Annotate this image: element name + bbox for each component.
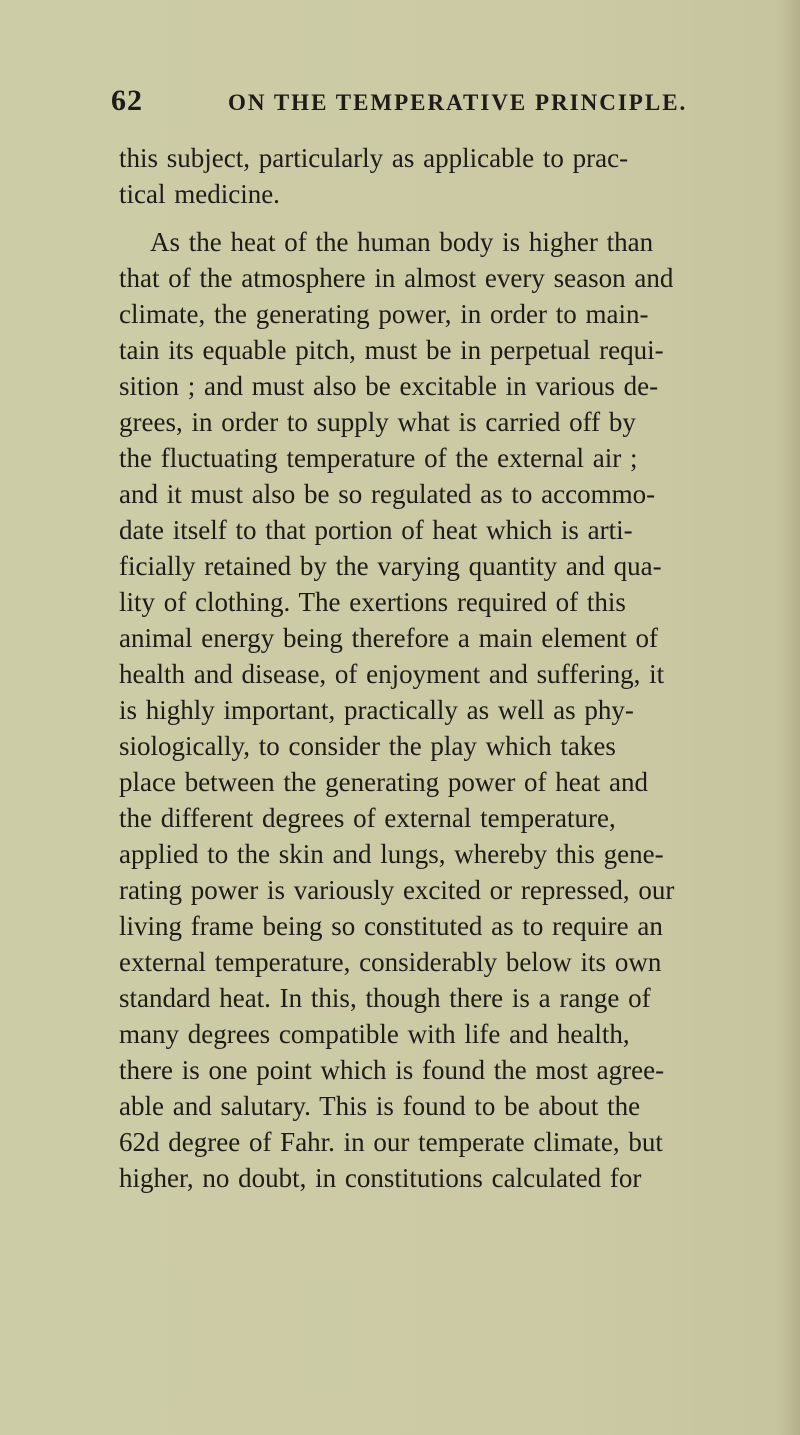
- page-edge-shadow: [778, 0, 800, 1435]
- page-number: 62: [111, 84, 143, 117]
- text-line: climate, the generating power, in order to main-: [119, 299, 649, 329]
- text-line: rating power is variously excited or repressed, our: [119, 875, 675, 905]
- text-line: As the heat of the human body is higher than: [150, 227, 654, 257]
- text-line: and it must also be so regulated as to accommo-: [119, 479, 656, 509]
- text-line: grees, in order to supply what is carried off by: [119, 407, 636, 437]
- text-line: there is one point which is found the most agree-: [119, 1055, 665, 1085]
- text-line: lity of clothing. The exertions required of this: [119, 587, 626, 617]
- text-line: animal energy being therefore a main element of: [119, 623, 659, 653]
- text-line: many degrees compatible with life and health,: [119, 1019, 630, 1049]
- text-line: 62d degree of Fahr. in our temperate climate, but: [119, 1127, 663, 1157]
- text-line: standard heat. In this, though there is a range of: [119, 983, 651, 1013]
- running-head: ON THE TEMPERATIVE PRINCIPLE.: [228, 90, 688, 115]
- text-line: siologically, to consider the play which takes: [119, 731, 616, 761]
- text-line: that of the atmosphere in almost every season and: [119, 263, 674, 293]
- text-line: higher, no doubt, in constitutions calculated for: [119, 1163, 642, 1193]
- text-line: tain its equable pitch, must be in perpetual requi-: [119, 335, 664, 365]
- text-line: sition ; and must also be excitable in various de-: [119, 371, 659, 401]
- text-line: date itself to that portion of heat which is arti-: [119, 515, 633, 545]
- text-line: applied to the skin and lungs, whereby this gene-: [119, 839, 664, 869]
- text-line: health and disease, of enjoyment and suffering, it: [119, 659, 665, 689]
- text-line: able and salutary. This is found to be about the: [119, 1091, 641, 1121]
- text-line: living frame being so constituted as to require an: [119, 911, 663, 941]
- body-text: [119, 140, 779, 1196]
- text-line: external temperature, considerably below its own: [119, 947, 662, 977]
- text-line: is highly important, practically as well as phy-: [119, 695, 634, 725]
- text-line: ficially retained by the varying quantity and qua-: [119, 551, 662, 581]
- text-line: this subject, particularly as applicable to prac-: [119, 143, 629, 173]
- text-line: the fluctuating temperature of the external air ;: [119, 443, 638, 473]
- page-header: [111, 84, 771, 124]
- text-line: place between the generating power of heat and: [119, 767, 649, 797]
- text-line: tical medicine.: [119, 179, 280, 209]
- text-line: the different degrees of external temperature,: [119, 803, 616, 833]
